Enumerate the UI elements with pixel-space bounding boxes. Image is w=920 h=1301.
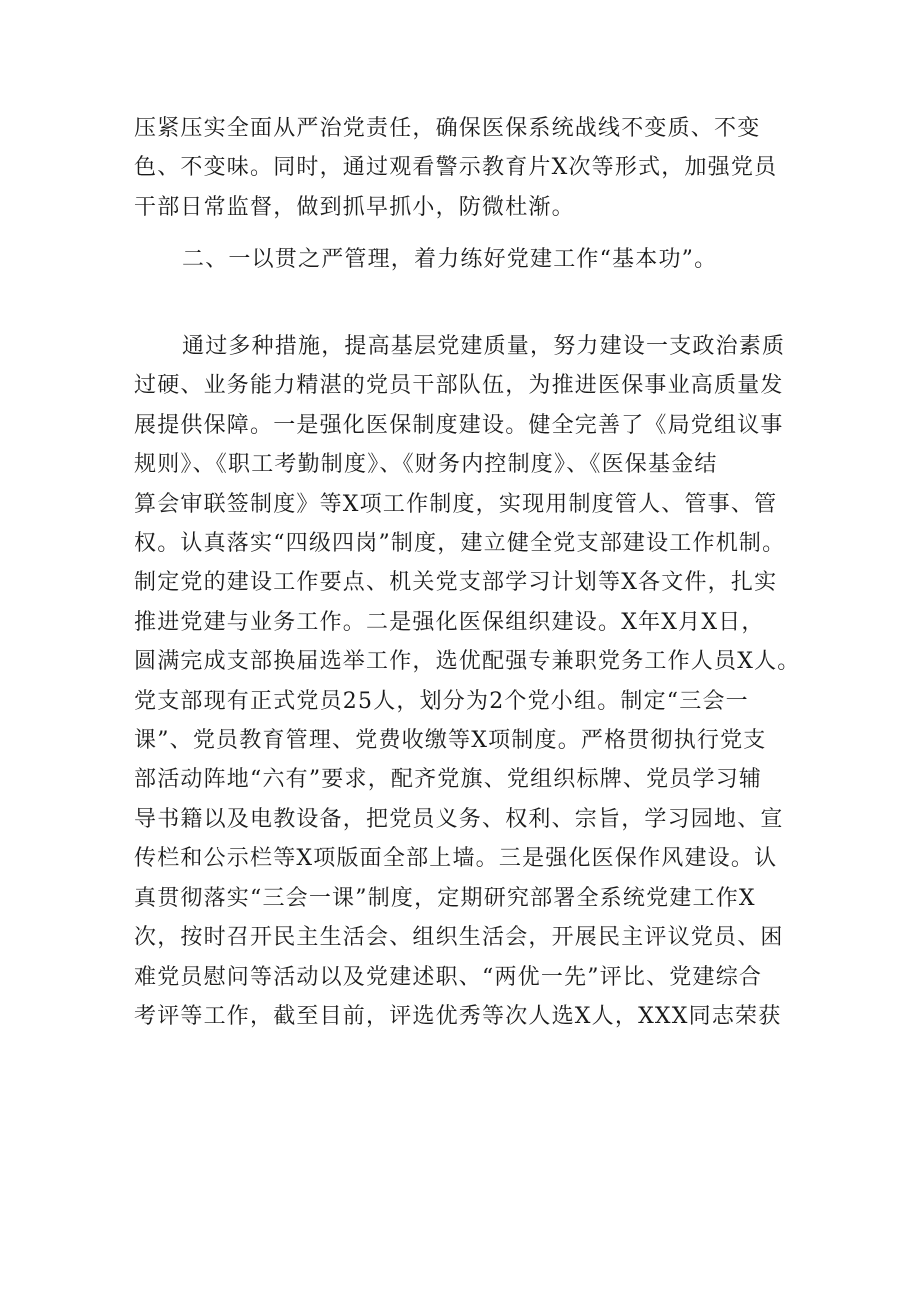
section-heading-block <box>134 240 799 279</box>
continuation-paragraph <box>134 109 799 227</box>
paragraph-line: 考评等工作，截至目前，评选优秀等次人选X人，XXX同志荣获 <box>134 1003 782 1029</box>
paragraph-line: 算会审联签制度》等X项工作制度，实现用制度管人、管事、管 <box>134 491 778 517</box>
paragraph-line: 部活动阵地“六有”要求，配齐党旗、党组织标牌、党员学习辅 <box>134 767 763 793</box>
paragraph-line: 干部日常监督，做到抓早抓小，防微杜渐。 <box>134 194 575 220</box>
paragraph-line: 规则》、《职工考勤制度》、《财务内控制度》、《医保基金结 <box>134 452 718 478</box>
paragraph-line: 次，按时召开民主生活会、组织生活会，开展民主评议党员、困 <box>134 925 784 951</box>
paragraph-line: 圆满完成支部换届选举工作，选优配强专兼职党务工作人员X人。 <box>134 649 801 675</box>
paragraph-line: 制定党的建设工作要点、机关党支部学习计划等X各文件，扎实 <box>134 570 778 596</box>
paragraph-line: 压紧压实全面从严治党责任，确保医保系统战线不变质、不变 <box>134 116 761 141</box>
paragraph-line: 推进党建与业务工作。二是强化医保组织建设。X年X月X日， <box>134 609 765 635</box>
paragraph-line: 党支部现有正式党员25人，划分为2个党小组。制定“三会一 <box>134 688 749 714</box>
paragraph-line: 导书籍以及电教设备，把党员义务、权利、宗旨，学习园地、宣 <box>134 806 784 832</box>
body-paragraph <box>134 327 799 1036</box>
paragraph-line: 难党员慰问等活动以及党建述职、“两优一先”评比、党建综合 <box>134 964 763 990</box>
paragraph-line: 色、不变味。同时，通过观看警示教育片X次等形式，加强党员 <box>134 155 778 181</box>
paragraph-line: 过硬、业务能力精湛的党员干部队伍，为推进医保事业高质量发 <box>134 373 784 399</box>
section-heading: 二、一以贯之严管理，着力练好党建工作“基本功”。 <box>182 247 718 272</box>
paragraph-line: 真贯彻落实“三会一课”制度，定期研究部署全系统党建工作X <box>134 885 756 911</box>
paragraph-line: 展提供保障。一是强化医保制度建设。健全完善了《局党组议事 <box>134 412 784 438</box>
paragraph-line: 权。认真落实“四级四岗”制度，建立健全党支部建设工作机制。 <box>134 531 786 557</box>
paragraph-line: 传栏和公示栏等X项版面全部上墙。三是强化医保作风建设。认 <box>134 846 778 872</box>
paragraph-line: 通过多种措施，提高基层党建质量，努力建设一支政治素质 <box>182 334 786 359</box>
paragraph-line: 课”、党员教育管理、党费收缴等X项制度。严格贯彻执行党支 <box>134 728 767 754</box>
